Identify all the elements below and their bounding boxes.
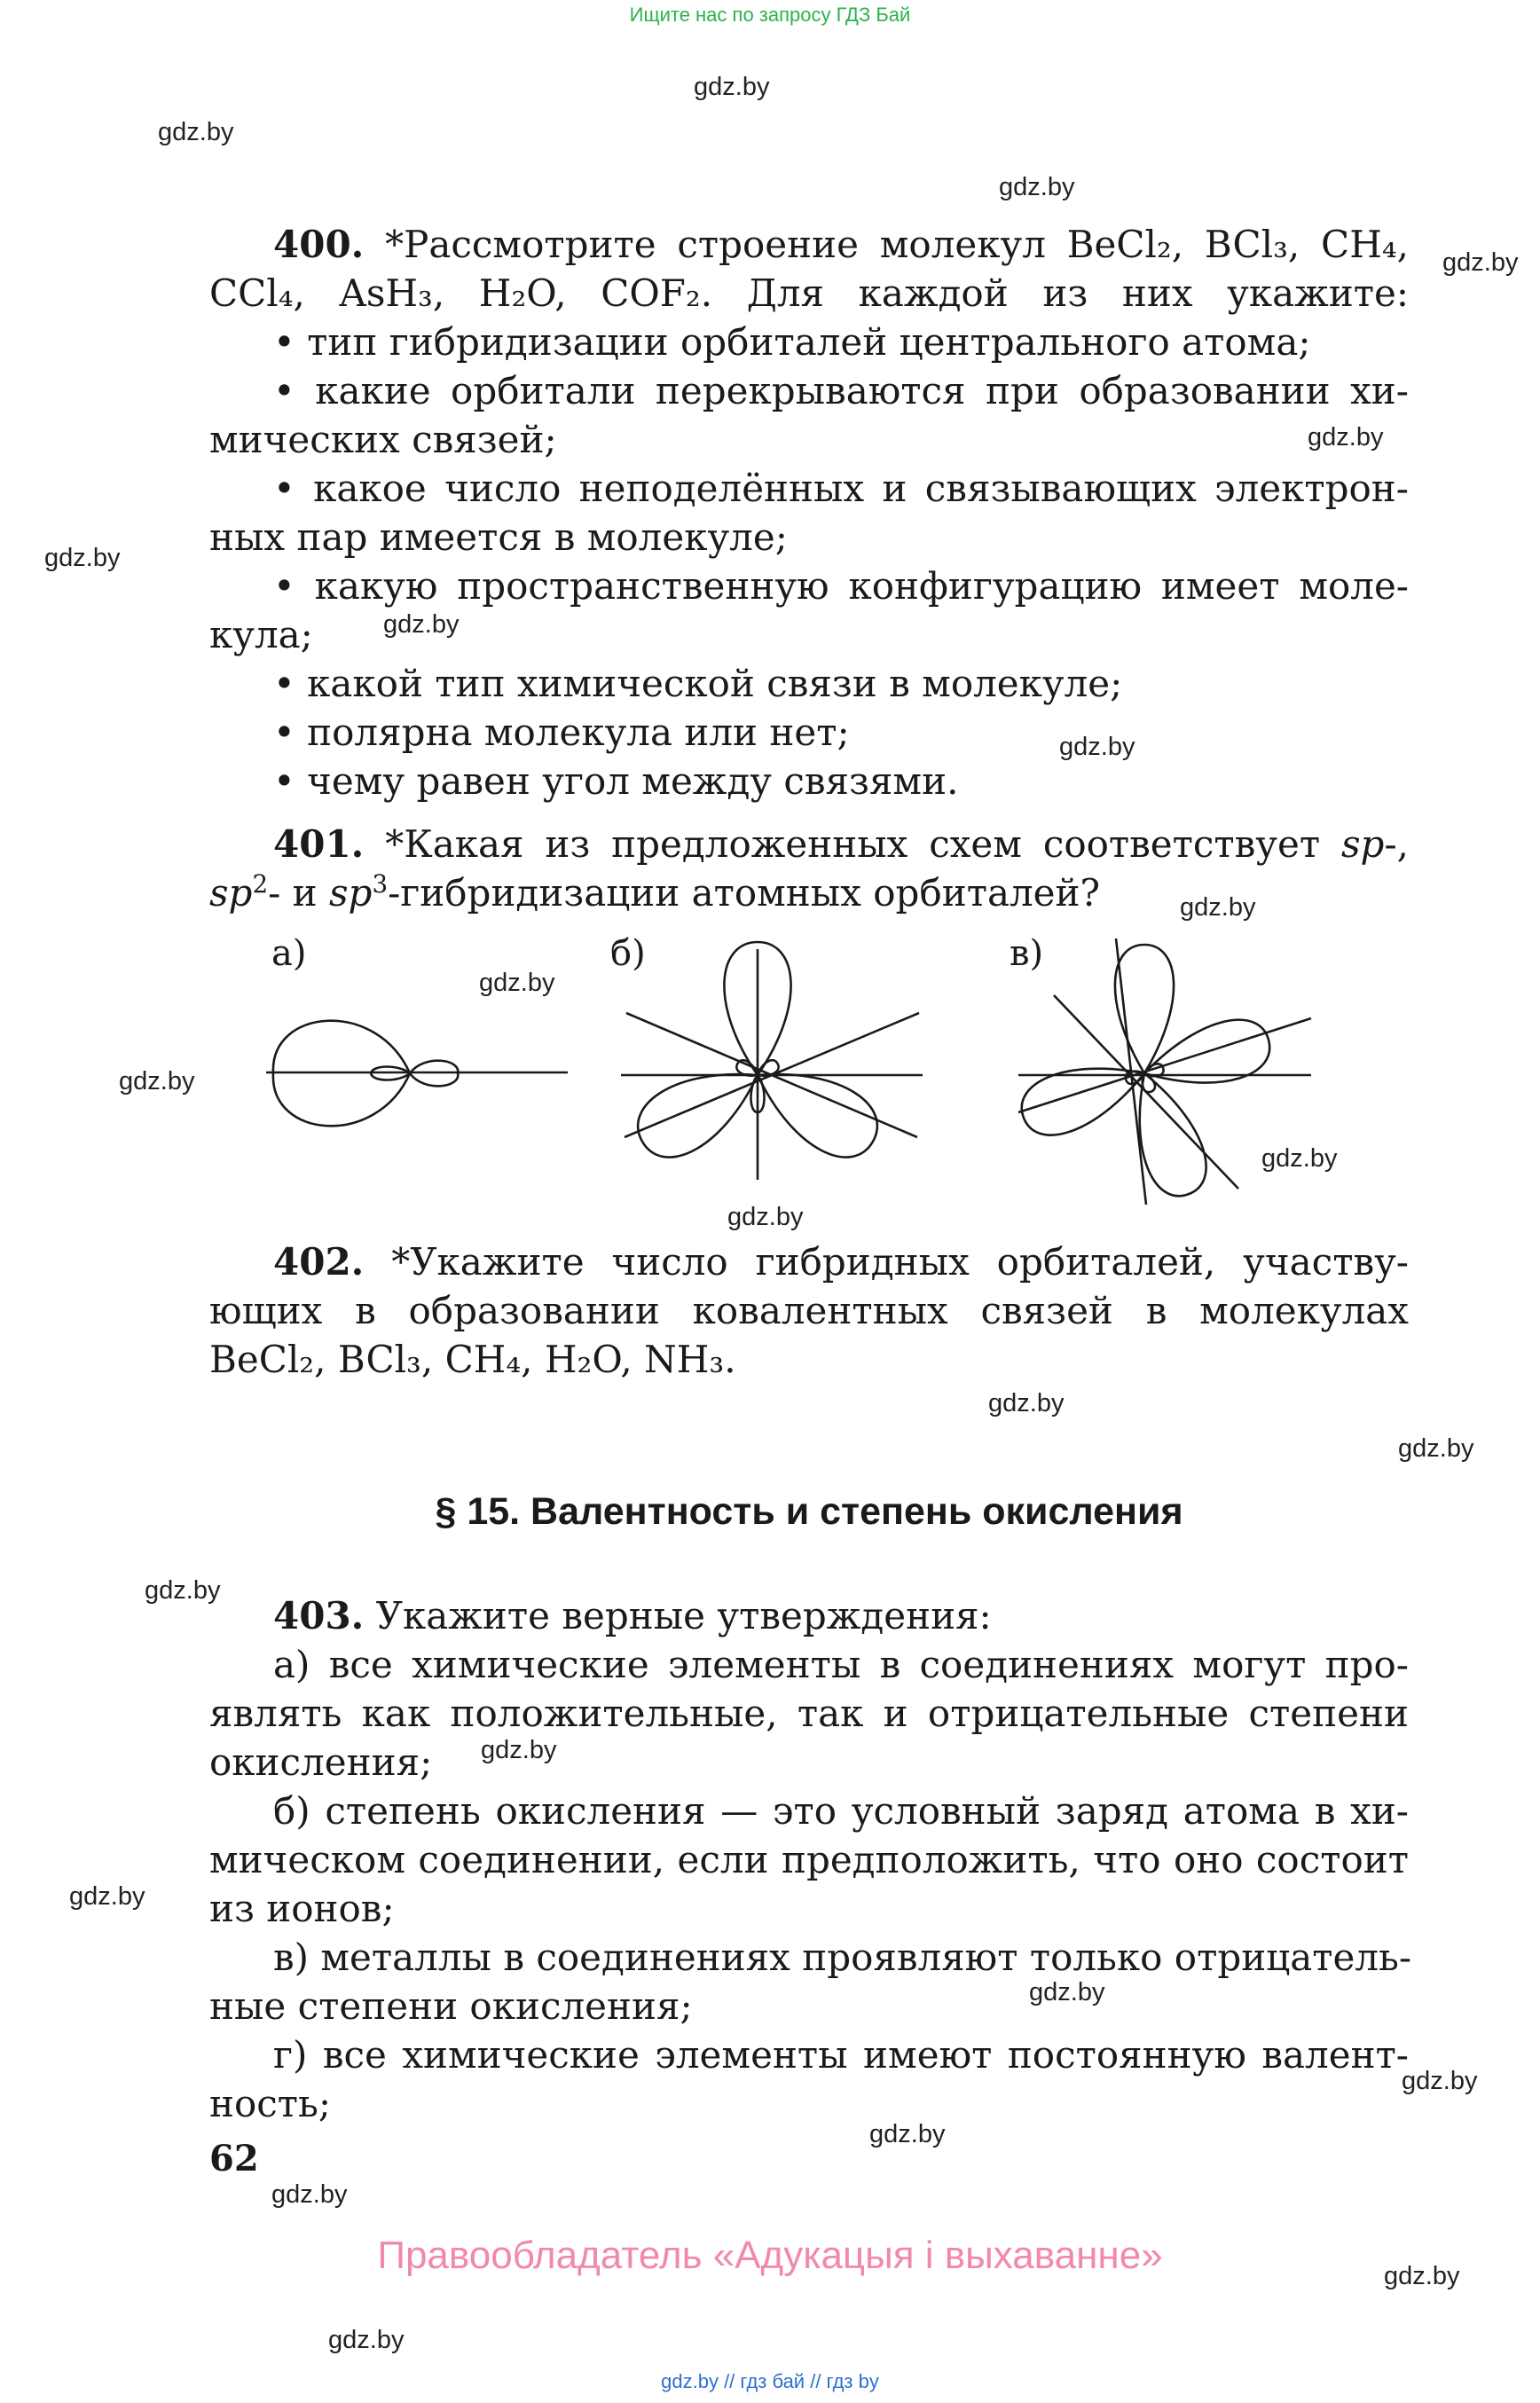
watermark: gdz.by [1261, 1144, 1338, 1173]
watermark: gdz.by [479, 969, 555, 997]
task-402: 402. *Укажите число гибридных орбиталей, участву- ющих в образовании ковалентных связей в молекулах BeCl₂, BCl₃, CH₄, H₂O, NH₃. [209, 1240, 1409, 1381]
task-number: 401. [273, 822, 365, 866]
watermark: gdz.by [1398, 1434, 1474, 1463]
scheme-label-a: а) [271, 933, 307, 974]
watermark: gdz.by [119, 1067, 195, 1095]
orbital-scheme-sp3 [1018, 938, 1311, 1205]
watermark: gdz.by [481, 1736, 557, 1764]
scheme-label-b: б) [610, 933, 646, 974]
task-401: 401. *Какая из предложенных схем соответствует sp-, $sp^2-$ и $sp^3$-гибридизации атомных орбиталей? [209, 822, 1409, 915]
top-banner-link[interactable]: Ищите нас по запросу ГДЗ Бай [629, 4, 911, 26]
task-number: 403. [273, 1594, 365, 1637]
watermark: gdz.by [1402, 2067, 1478, 2095]
watermark: gdz.by [1384, 2262, 1460, 2290]
watermark: gdz.by [1059, 733, 1135, 761]
section-heading: § 15. Валентность и степень окисления [435, 1490, 1183, 1533]
watermark: gdz.by [328, 2326, 405, 2354]
task-400: 400. *Рассмотрите строение молекул BeCl₂, BCl₃, CH₄, CCl₄, AsH₃, H₂O, COF₂. Для каждой из них укажите: • тип гибридизации орбиталей центрального атома; • какие орбитали перекрываются при образовании хи- мических связей; • какое число неподелённых и связывающих электрон- ных пар имеется в молекуле; • какую пространственную конфигурацию имеет моле- кула; • какой тип химической связи в молекуле; • полярна молекула или нет; • чему равен угол между связями. [209, 223, 1410, 803]
watermark: gdz.by [869, 2120, 946, 2148]
watermark: gdz.by [988, 1389, 1065, 1417]
task-403: 403. Укажите верные утверждения: а) все химические элементы в соединениях могут про- являть как положительные, так и отрицательные степени окисления; б) степень окисления — это условный заряд атома в хи- мическом соединении, если предположить, что оно состоит из ионов; в) металлы в соединениях проявляют только отрицатель- ные степени окисления; г) все химические элементы имеют постоянную валент- ность; [209, 1594, 1412, 2125]
page-number: 62 [209, 2138, 259, 2179]
task-number: 402. [273, 1240, 365, 1284]
watermark: gdz.by [999, 173, 1075, 201]
watermark: gdz.by [1308, 423, 1384, 452]
watermark: gdz.by [44, 544, 121, 572]
watermark: gdz.by [1029, 1978, 1105, 2006]
task-number: 400. [273, 223, 365, 266]
orbital-scheme-sp2 [621, 940, 923, 1180]
watermark: gdz.by [1442, 248, 1519, 277]
watermark: gdz.by [145, 1576, 221, 1605]
watermark: gdz.by [1180, 893, 1256, 922]
watermark: gdz.by [727, 1203, 804, 1231]
watermark: gdz.by [694, 73, 770, 101]
watermark: gdz.by [158, 118, 234, 146]
scheme-label-c: в) [1010, 933, 1044, 974]
footer-links[interactable]: gdz.by // гдз бай // гдз by [661, 2370, 879, 2392]
orbital-scheme-sp [266, 1008, 568, 1141]
watermark: gdz.by [69, 1882, 145, 1911]
watermark: gdz.by [383, 610, 460, 639]
watermark: gdz.by [271, 2180, 348, 2209]
copyright-holder: Правообладатель «Адукацыя і выхаванне» [377, 2234, 1163, 2277]
